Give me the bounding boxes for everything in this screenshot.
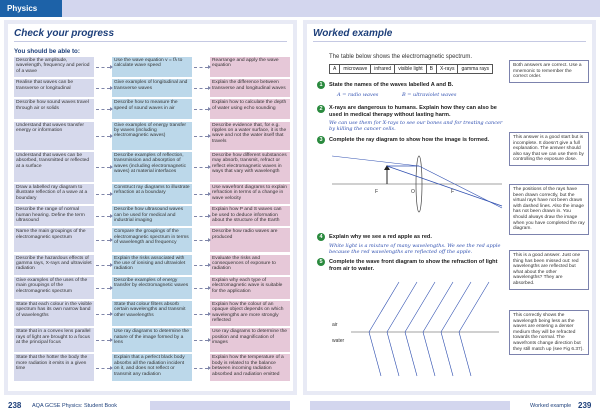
progress-cell: Explain how to calculate the depth of water using echo sounding <box>210 99 290 119</box>
progress-cell: Explain how the colour of an opaque object depends on which wavelengths are more strongly reflected <box>210 301 290 326</box>
progress-cell: Describe how ultrasound waves can be used for medical and industrial imaging <box>112 206 192 226</box>
section-name: Worked example <box>530 403 572 409</box>
ray-centre <box>387 166 502 206</box>
ray-diagram <box>327 148 507 214</box>
progress-row <box>14 57 290 77</box>
progress-box <box>8 24 293 391</box>
progress-cell: Use wavefront diagrams to explain refraction in terms of a change in wave velocity <box>210 184 290 204</box>
progress-row <box>14 79 290 97</box>
progress-arrow <box>96 240 110 241</box>
feedback-note-1: Both answers are correct. Use a mnemonic to remember the correct order. <box>509 60 589 83</box>
progress-cell: State that in a convex lens parallel rays of light are brought to a focus at the principal focus <box>14 328 94 352</box>
progress-cell: Explain that a perfect black body absorbs all the radiation incident on it, and does not reflect or transmit any radiation <box>112 354 192 381</box>
progress-arrow <box>194 216 208 217</box>
progress-row <box>14 301 290 326</box>
progress-cell: Describe how to measure the speed of sound waves in air <box>112 99 192 119</box>
progress-row <box>14 152 290 182</box>
ray-extension <box>332 156 419 166</box>
progress-arrow <box>194 288 208 289</box>
question-number: 5 <box>317 258 325 266</box>
spectrum-cell: microwave <box>340 65 371 74</box>
progress-arrow <box>194 340 208 341</box>
wavefront-diagram <box>329 276 507 380</box>
progress-cell: Name the main groupings of the electromagnetic spectrum <box>14 228 94 252</box>
answer-1a: A = radio waves <box>337 92 379 98</box>
progress-row <box>14 184 290 204</box>
progress-row <box>14 277 290 299</box>
progress-subtitle: You should be able to: <box>14 48 80 55</box>
progress-arrow <box>194 314 208 315</box>
progress-cell: State that colour filters absorb certain wavelengths and transmit other wavelengths <box>112 301 192 326</box>
progress-arrow <box>194 368 208 369</box>
progress-arrow <box>96 167 110 168</box>
progress-cell: Describe how different substances may absorb, transmit, refract or reflect electromagnetic waves in ways that vary with wavelength <box>210 152 290 182</box>
progress-row <box>14 328 290 352</box>
progress-arrow <box>194 136 208 137</box>
progress-arrow <box>194 109 208 110</box>
progress-cell: Describe the hazardous effects of gamma rays, X-rays and ultraviolet radiation <box>14 255 94 275</box>
progress-cell: Rearrange and apply the wave equation <box>210 57 290 77</box>
page-footer <box>0 397 600 414</box>
progress-cell: Describe the range of normal human hearing. Define the term ultrasound <box>14 206 94 226</box>
progress-cell: Give examples of energy transfer by waves (including electromagnetic waves) <box>112 122 192 150</box>
progress-arrow <box>96 288 110 289</box>
progress-cell: Evaluate the risks and consequences of exposure to radiation <box>210 255 290 275</box>
footer-strip-right <box>310 401 510 410</box>
progress-arrow <box>96 265 110 266</box>
feedback-note-5: This correctly shows the wavelength being less as the waves are entering a denser medium they will be refracted towards the normal. The wavefronts change direction but they still match up (see Fig 6.37). <box>509 310 589 355</box>
progress-arrow <box>194 88 208 89</box>
focus-label-right: F <box>451 189 455 195</box>
question-2: X-rays are dangerous to humans. Explain how they can also be used in medical therapy without lasting harm. <box>329 105 497 118</box>
answer-2: We can use them for X-rays to see our bones and for treating cancer by killing the cancer cells. <box>329 120 503 132</box>
left-page-number: 238 <box>8 401 22 410</box>
right-page-panel <box>303 20 596 395</box>
progress-cell: Describe the amplitude, wavelength, frequency and period of a wave <box>14 57 94 77</box>
spectrum-cell: A <box>330 65 340 74</box>
progress-cell: Describe how sound waves travel through air or solids <box>14 99 94 119</box>
progress-cell: Realise that waves can be transverse or longitudinal <box>14 79 94 97</box>
progress-cell: Compare the groupings of the electromagnetic spectrum in terms of wavelength and frequency <box>112 228 192 252</box>
progress-cell: Explain the risks associated with the use of ionising and ultraviolet radiation <box>112 255 192 275</box>
progress-cell: Explain how the temperature of a body is related to the balance between incoming radiation absorbed and radiation emitted <box>210 354 290 381</box>
focus-label-left: F <box>375 189 379 195</box>
progress-cell: Explain the difference between transverse and longitudinal waves <box>210 79 290 97</box>
intro-text: The table below shows the electromagnetic spectrum. <box>329 54 473 60</box>
progress-arrow <box>96 67 110 68</box>
progress-arrow <box>96 194 110 195</box>
right-page-number: 239 <box>578 401 592 410</box>
progress-arrow <box>194 265 208 266</box>
progress-cell: Use the wave equation v = fλ to calculate wave speed <box>112 57 192 77</box>
title-rule <box>14 41 287 42</box>
book-title: AQA GCSE Physics: Student Book <box>32 403 117 409</box>
question-1: State the names of the waves labelled A and B. <box>329 82 454 88</box>
air-wavefronts <box>369 282 489 332</box>
progress-row <box>14 354 290 381</box>
progress-row <box>14 99 290 119</box>
progress-cell: Explain why each type of electromagnetic wave is suitable for the application <box>210 277 290 299</box>
progress-cell: Describe how radio waves are produced <box>210 228 290 252</box>
answer-1b: B = ultraviolet waves <box>402 92 457 98</box>
progress-cell: Construct ray diagrams to illustrate refraction at a boundary <box>112 184 192 204</box>
worked-example-box <box>307 24 592 391</box>
spectrum-table <box>329 64 493 74</box>
progress-arrow <box>96 368 110 369</box>
progress-arrow <box>96 136 110 137</box>
progress-row <box>14 206 290 226</box>
question-number: 3 <box>317 136 325 144</box>
spectrum-cell: visible light <box>395 65 426 74</box>
question-number: 1 <box>317 81 325 89</box>
progress-arrow <box>96 88 110 89</box>
progress-cell: State that each colour in the visible spectrum has its own narrow band of wavelengths <box>14 301 94 326</box>
progress-arrow <box>194 167 208 168</box>
progress-title: Check your progress <box>14 28 115 39</box>
spectrum-cell: X-rays <box>437 65 458 74</box>
question-5: Complete the wave front diagram to show the refraction of light from air to water. <box>329 259 498 272</box>
progress-cell: Give examples of longitudinal and transverse waves <box>112 79 192 97</box>
progress-cell: Describe examples of reflection, transmission and absorption of waves (including electromagnetic waves) at material interfaces <box>112 152 192 182</box>
progress-cell: Describe evidence that, for e.g. ripples on a water surface, it is the wave and not the water itself that travels <box>210 122 290 150</box>
progress-cell: Describe examples of energy transfer by electromagnetic waves <box>112 277 192 299</box>
progress-arrow <box>194 194 208 195</box>
question-number: 4 <box>317 233 325 241</box>
progress-cell: Explain how P and S waves can be used to deduce information about the structure of the Earth <box>210 206 290 226</box>
answer-4: White light is a mixture of many wavelengths. We see the red apple because the red wavelengths are reflected off the apple. <box>329 243 501 255</box>
footer-strip-left <box>150 401 290 410</box>
progress-cell: Understand that waves transfer energy or information <box>14 122 94 150</box>
air-label: air <box>332 322 338 328</box>
progress-arrow <box>194 240 208 241</box>
progress-row <box>14 122 290 150</box>
feedback-note-4: This is a good answer. Just one thing has been missed out: red wavelengths are reflected but what about the other wavelengths? They are absorbed. <box>509 250 589 290</box>
progress-row <box>14 255 290 275</box>
title-rule <box>313 41 586 42</box>
left-page-panel <box>4 20 297 395</box>
spectrum-cell: gamma rays <box>458 65 493 74</box>
progress-arrow <box>96 109 110 110</box>
progress-cell: Use ray diagrams to determine the position and magnification of images <box>210 328 290 352</box>
progress-arrow <box>96 216 110 217</box>
question-4: Explain why we see a red apple as red. <box>329 234 432 240</box>
progress-cell: Give examples of the uses of the main groupings of the electromagnetic spectrum <box>14 277 94 299</box>
spectrum-cell: infrared <box>371 65 395 74</box>
progress-arrow <box>194 67 208 68</box>
section-tab: Physics <box>0 0 62 17</box>
optical-centre-label: O <box>411 189 415 195</box>
question-number: 2 <box>317 105 325 113</box>
progress-arrow <box>96 340 110 341</box>
progress-row <box>14 228 290 252</box>
progress-cell: State that the hotter the body the more radiation it emits in a given time <box>14 354 94 381</box>
progress-cell: Understand that waves can be absorbed, transmitted or reflected at a surface <box>14 152 94 182</box>
progress-cell: Draw a labelled ray diagram to illustrate reflection of a wave at a boundary <box>14 184 94 204</box>
header-strip <box>0 0 600 17</box>
feedback-note-3: The positions of the rays have been drawn correctly, but the virtual rays have not been drawn with dashed lines. Also the image has not been drawn in. You should always draw the image when you have completed the ray diagram. <box>509 184 589 235</box>
question-3: Complete the ray diagram to show how the image is formed. <box>329 137 490 143</box>
water-wavefronts <box>369 332 471 376</box>
spectrum-cell: B <box>426 65 436 74</box>
progress-cell: Use ray diagrams to determine the nature of the image formed by a lens <box>112 328 192 352</box>
worked-example-title: Worked example <box>313 28 393 39</box>
water-label: water <box>332 338 345 344</box>
feedback-note-2: This answer is a good start but is incomplete. It doesn't give a full explanation. The answer should also say that we can use them by controlling the exposure dose. <box>509 132 589 166</box>
progress-arrow <box>96 314 110 315</box>
